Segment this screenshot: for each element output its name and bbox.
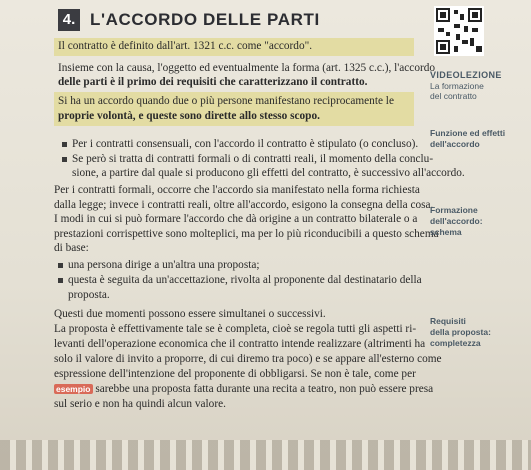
section-title: L'ACCORDO DELLE PARTI (90, 10, 320, 29)
text-line: solo il valore di invito a proporre, di cui diremo tra poco) e se appare all'esterno come (54, 353, 442, 365)
margin-note-2: dell'accordo: (430, 216, 483, 226)
text-line: di base: (54, 242, 89, 254)
text-line: delle parti è il primo dei requisiti che caratterizzano il contratto. (58, 76, 368, 88)
margin-note-3: completezza (430, 338, 481, 348)
bullet-text: Se però si tratta di contratti formali o di contratti reali, il momento della conclu- (72, 153, 434, 165)
margin-note-3: Requisiti (430, 316, 466, 326)
margin-note-2: schema (430, 227, 462, 237)
text-line: Insieme con la causa, l'oggetto ed eventualmente la forma (art. 1325 c.c.), l'accordo (58, 62, 436, 74)
margin-note-3: della proposta: (430, 327, 491, 337)
bullet-square-icon (62, 142, 67, 147)
definition-line: Il contratto è definito dall'art. 1321 c.c. come "accordo". (58, 40, 313, 52)
text-line: dalla legge; invece i contratti reali, oltre all'accordo, esigono la consegna della cosa. (54, 199, 434, 211)
margin-note-2: Formazione (430, 205, 478, 215)
videolezione-link[interactable]: VIDEOLEZIONE (430, 70, 502, 80)
bullet-text: Per i contratti consensuali, con l'accordo il contratto è stipulato (o concluso). (72, 138, 419, 150)
bullet-text: una persona dirige a un'altra una proposta; (68, 259, 260, 271)
bullet-text-cont: sione, a partire dal quale si producono gli effetti del contratto, è successivo all'accordo. (72, 167, 465, 179)
text-line: I modi in cui si può formare l'accordo che dà origine a un contratto bilaterale o a (54, 213, 418, 225)
definition-line: Si ha un accordo quando due o più persone manifestano reciprocamente le (58, 95, 394, 107)
bullet-text: questa è seguita da un'accettazione, rivolta al proponente dal destinatario della (68, 274, 422, 286)
margin-note-1: dell'accordo (430, 139, 480, 149)
section-header (58, 8, 428, 34)
bullet-square-icon (58, 278, 63, 283)
qr-code-icon[interactable] (434, 6, 484, 56)
text-line: sul serio e non ha quindi alcun valore. (54, 398, 226, 410)
bullet-square-icon (58, 263, 63, 268)
text-line-esempio (54, 382, 433, 398)
text-line: espressione dell'intenzione del proponente di obbligarsi. Se non è tale, come per (54, 368, 416, 380)
bullet-item (58, 273, 422, 289)
background-fabric (0, 440, 531, 470)
esempio-label: esempio (56, 384, 91, 394)
video-subtitle-line: La formazione (430, 81, 484, 91)
margin-note-1: Funzione ed effetti (430, 128, 506, 138)
bullet-text-cont: proposta. (68, 289, 110, 301)
text-line: Per i contratti formali, occorre che l'accordo sia manifestato nella forma richiesta (54, 184, 420, 196)
video-subtitle-line: del contratto (430, 91, 477, 101)
text-line: La proposta è effettivamente tale se è completa, cioè se regola tutti gli aspetti ri- (54, 323, 417, 335)
bullet-item (58, 258, 260, 274)
text-line-rest: sarebbe una proposta fatta durante una recita a teatro, non può essere presa (92, 383, 434, 395)
text-line: prestazioni corrispettive sono molteplici, ma per lo più riconducibili a questo schema (54, 228, 439, 240)
bullet-square-icon (62, 157, 67, 162)
section-number: 4. (58, 9, 80, 31)
definition-line: proprie volontà, e queste sono dirette allo stesso scopo. (58, 110, 320, 122)
text-line: levanti dell'operazione economica che il contratto intende realizzare (altrimenti ha (54, 338, 426, 350)
text-line: Questi due momenti possono essere simultanei o successivi. (54, 308, 326, 320)
bullet-item (62, 137, 418, 153)
